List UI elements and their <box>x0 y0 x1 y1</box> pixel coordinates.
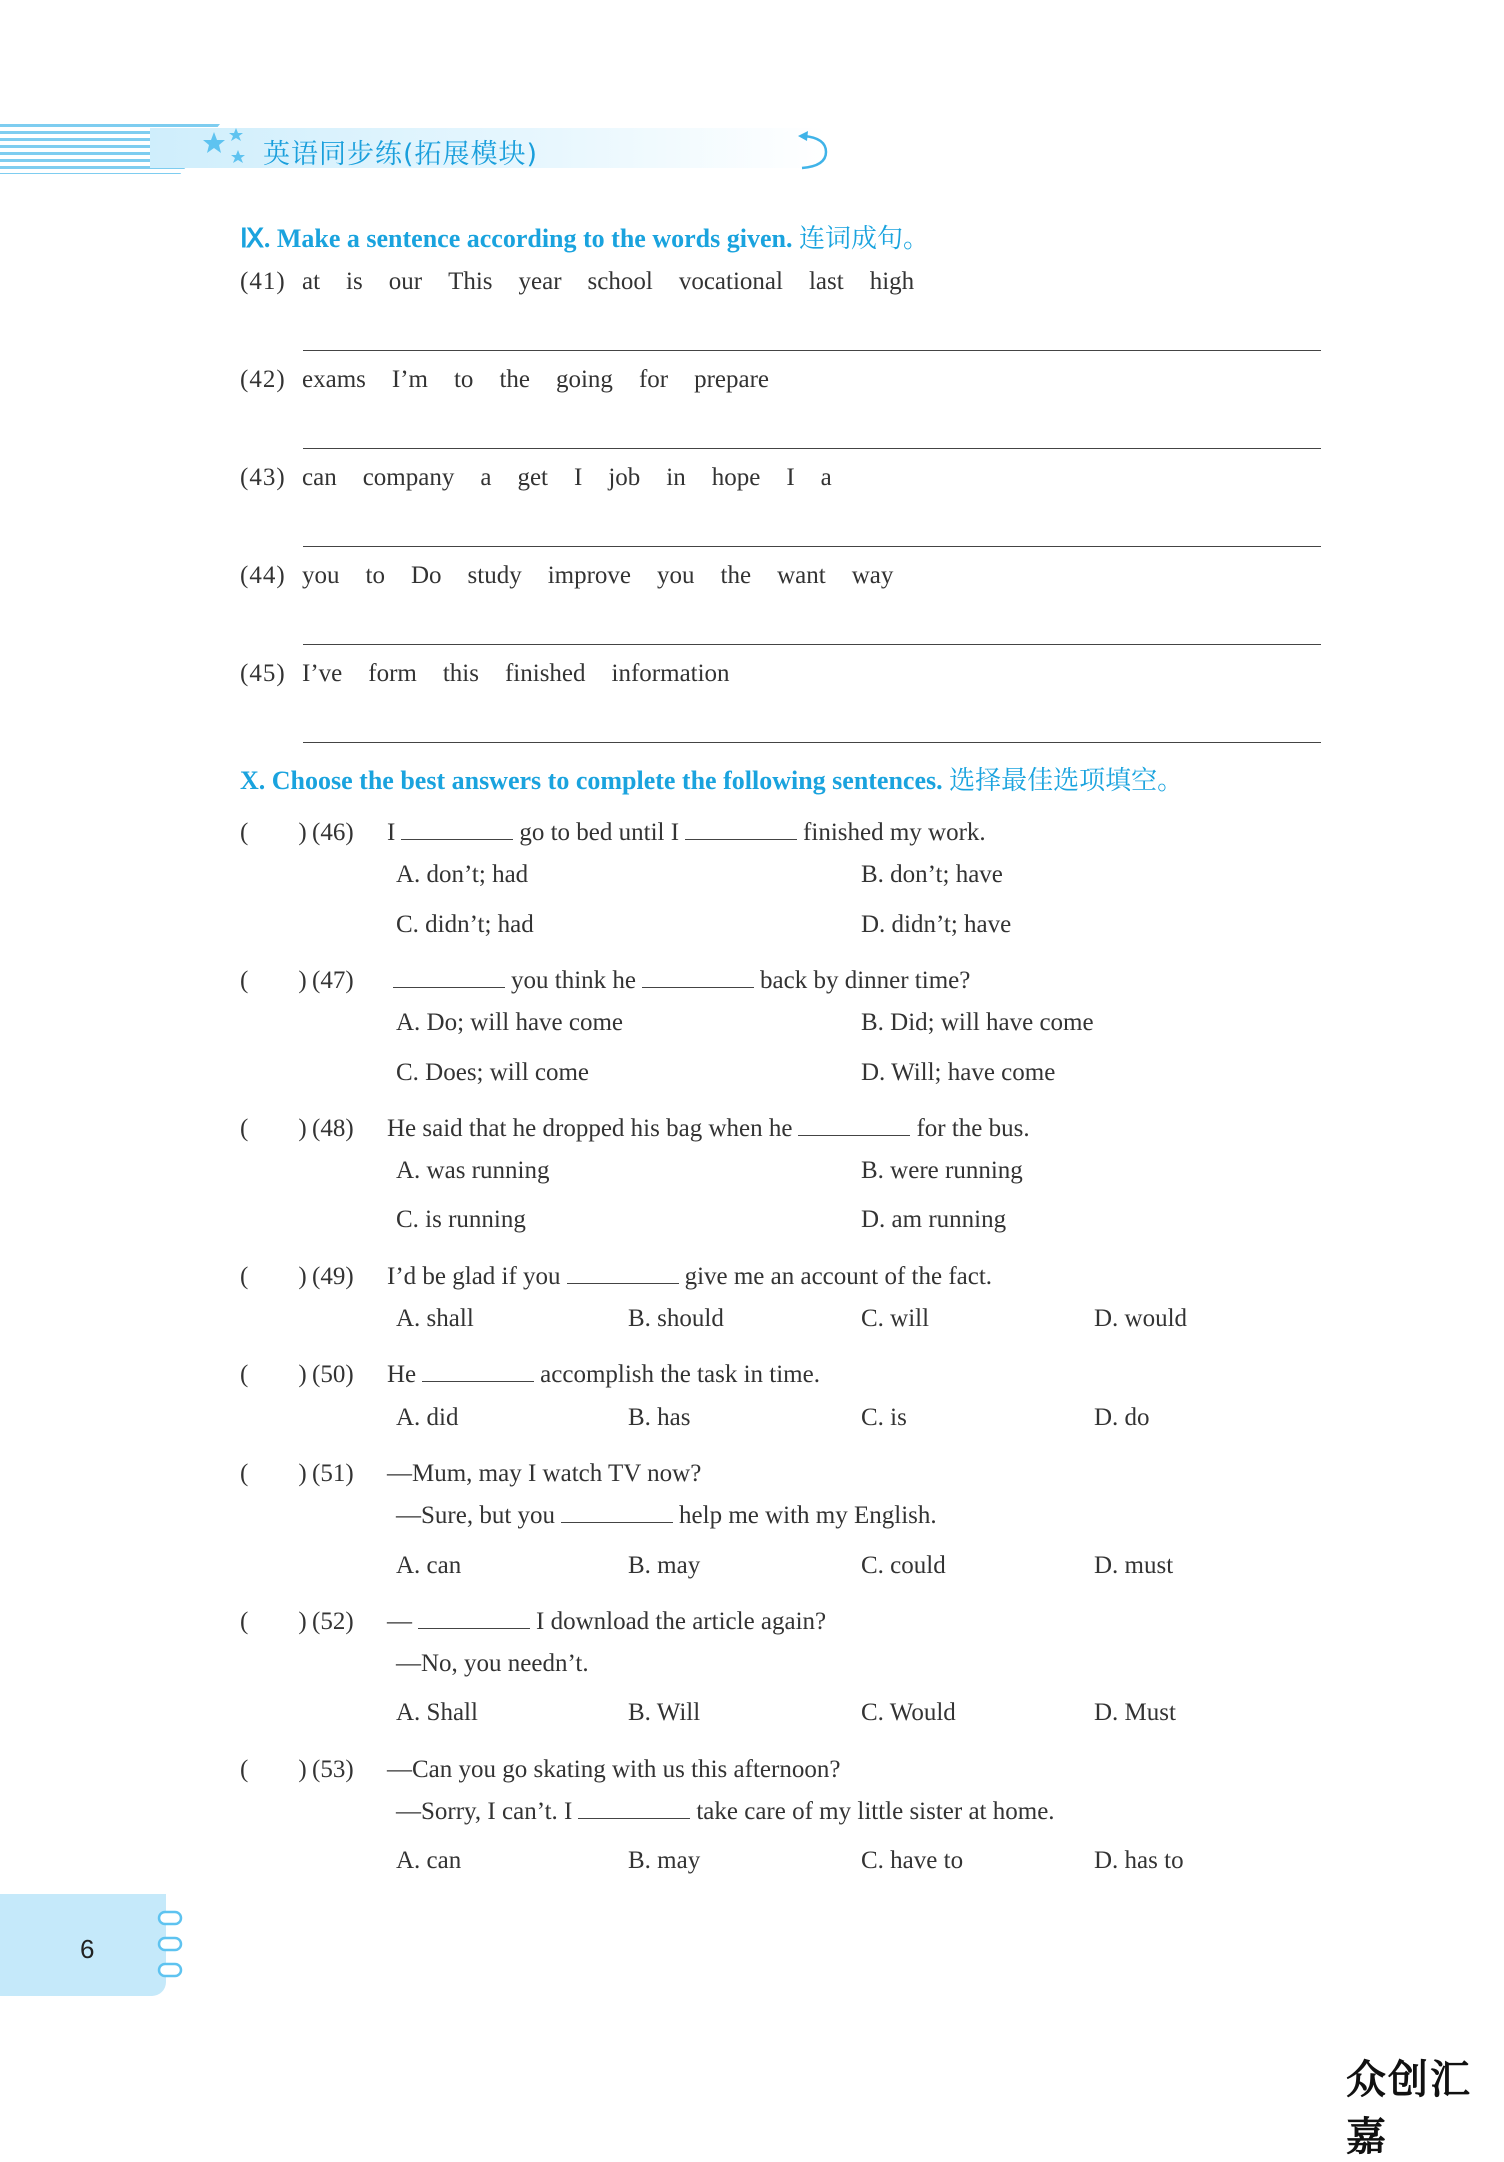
word: our <box>388 268 423 295</box>
section-9-title-en: Ⅸ. Make a sentence according to the words given. <box>240 224 793 253</box>
option[interactable]: C. Would <box>861 1699 956 1727</box>
word: the <box>499 366 530 393</box>
word-list <box>302 366 795 393</box>
word: this <box>442 660 479 687</box>
word: I’m <box>391 366 428 393</box>
section-10-title-en: X. Choose the best answers to complete the following sentences. <box>240 766 943 795</box>
answer-line[interactable] <box>303 546 1321 547</box>
page-number: 6 <box>80 1934 95 1964</box>
option[interactable]: B. don’t; have <box>861 861 1003 889</box>
option[interactable]: C. have to <box>861 1847 964 1875</box>
option[interactable]: A. did <box>396 1403 459 1431</box>
word: hope <box>711 464 761 491</box>
answer-bracket[interactable]: ( ) <box>240 1262 307 1290</box>
question-row <box>240 812 986 848</box>
word-list <box>302 268 940 295</box>
sentence-text: —Sorry, I can’t. I <box>396 1798 573 1825</box>
section-9-title-cn: 连词成句。 <box>798 224 929 254</box>
section-10-title <box>240 760 1183 797</box>
sentence-text: go to bed until I <box>519 819 680 846</box>
question-number: (51) <box>312 1459 354 1487</box>
binder-rings-icon <box>156 1908 184 1984</box>
word: in <box>666 464 686 491</box>
word: a <box>480 464 492 491</box>
question-number: (47) <box>312 966 354 994</box>
option[interactable]: B. should <box>628 1305 724 1332</box>
question-row <box>240 1453 701 1489</box>
question-row <box>240 1749 840 1785</box>
option[interactable]: A. can <box>396 1551 462 1579</box>
answer-line[interactable] <box>303 742 1321 743</box>
answer-bracket[interactable]: ( ) <box>240 819 307 846</box>
dialogue-line: —Can you go skating with us this afternoon? <box>387 1755 841 1783</box>
word: Do <box>410 562 442 589</box>
answer-blank[interactable] <box>567 1263 679 1284</box>
option[interactable]: D. must <box>1094 1551 1174 1579</box>
word: study <box>467 562 522 589</box>
question-row <box>240 1601 826 1637</box>
word-list <box>302 562 919 589</box>
option[interactable]: D. Must <box>1094 1699 1176 1727</box>
option[interactable]: D. would <box>1094 1305 1188 1332</box>
question-number: (50) <box>312 1361 354 1389</box>
sentence-text: take care of my little sister at home. <box>696 1798 1055 1825</box>
question-number: (53) <box>312 1755 354 1783</box>
question-row <box>240 1108 1030 1144</box>
sentence-text: He <box>387 1361 417 1389</box>
question-number: (42) <box>240 366 286 393</box>
question-row <box>240 268 940 296</box>
option[interactable]: D. am running <box>861 1206 1007 1234</box>
answer-blank[interactable] <box>422 1361 534 1382</box>
word-list <box>302 660 756 687</box>
dialogue-line: —No, you needn’t. <box>396 1650 589 1678</box>
option[interactable]: A. Shall <box>396 1699 478 1727</box>
word: for <box>638 366 669 393</box>
word: to <box>365 562 385 589</box>
word: finished <box>504 660 586 687</box>
curl-arrow-icon <box>796 128 832 172</box>
word: exams <box>302 366 366 393</box>
word: at <box>302 268 321 295</box>
option[interactable]: A. shall <box>396 1305 474 1332</box>
answer-line[interactable] <box>303 644 1321 645</box>
answer-blank[interactable] <box>561 1502 673 1523</box>
option[interactable]: A. was running <box>396 1157 550 1185</box>
sentence-text: I download the article again? <box>536 1607 827 1635</box>
answer-line[interactable] <box>303 448 1321 449</box>
word: last <box>808 268 844 295</box>
sentence-text: for the bus. <box>916 1114 1030 1142</box>
question-number: (52) <box>312 1607 354 1635</box>
option[interactable]: A. don’t; had <box>396 861 529 889</box>
question-number: (49) <box>312 1262 354 1290</box>
sentence-text: back by dinner time? <box>760 966 971 994</box>
sentence-text: — <box>387 1607 412 1635</box>
option[interactable]: B. may <box>628 1551 701 1579</box>
word: information <box>611 660 730 687</box>
answer-blank[interactable] <box>418 1608 530 1629</box>
question-row <box>240 1354 820 1390</box>
option[interactable]: B. Did; will have come <box>861 1009 1094 1037</box>
dialogue-line: —Mum, may I watch TV now? <box>387 1459 702 1487</box>
question-row <box>240 464 858 492</box>
page-header <box>0 124 830 174</box>
word: get <box>517 464 548 491</box>
word: want <box>777 562 826 589</box>
sentence-text: you think he <box>511 966 636 994</box>
question-row <box>240 1256 992 1292</box>
question-number: (44) <box>240 562 286 589</box>
question-row <box>240 366 795 394</box>
option[interactable]: B. were running <box>861 1157 1023 1185</box>
section-10-title-cn: 选择最佳选项填空。 <box>949 766 1184 796</box>
sentence-text: give me an account of the fact. <box>684 1262 993 1290</box>
option[interactable]: B. Will <box>628 1699 701 1727</box>
option[interactable]: B. may <box>628 1847 701 1875</box>
word: is <box>346 268 363 295</box>
answer-bracket[interactable]: ( ) <box>240 1459 307 1487</box>
sentence-text: I’d be glad if you <box>387 1262 561 1290</box>
option[interactable]: C. didn’t; had <box>396 910 534 938</box>
question-row <box>240 562 919 590</box>
word: school <box>587 268 653 295</box>
section-9-title <box>240 218 929 255</box>
answer-bracket[interactable]: ( ) <box>240 1607 307 1635</box>
word: you <box>302 562 340 589</box>
question-row <box>240 960 970 996</box>
answer-blank[interactable] <box>642 967 754 988</box>
answer-blank[interactable] <box>798 1115 910 1136</box>
option[interactable]: C. is <box>861 1403 907 1431</box>
answer-bracket[interactable]: ( ) <box>240 1755 307 1783</box>
option[interactable]: C. could <box>861 1551 946 1579</box>
word: way <box>851 562 894 589</box>
word: prepare <box>694 366 770 393</box>
word: can <box>302 464 337 491</box>
word: you <box>657 562 695 589</box>
word: year <box>518 268 562 295</box>
word: to <box>453 366 474 393</box>
word: job <box>608 464 641 491</box>
option[interactable]: B. has <box>628 1403 691 1431</box>
dialogue-line <box>396 1798 1055 1826</box>
book-title: 英语同步练(拓展模块) <box>263 139 539 170</box>
word: improve <box>547 562 632 589</box>
word: a <box>820 464 832 491</box>
option[interactable]: A. can <box>396 1847 462 1875</box>
answer-blank[interactable] <box>393 967 505 988</box>
word: I <box>574 464 583 491</box>
option[interactable]: C. will <box>861 1305 930 1332</box>
word: form <box>368 660 417 687</box>
option[interactable]: A. Do; will have come <box>396 1009 624 1037</box>
option[interactable]: D. do <box>1094 1403 1150 1431</box>
option[interactable]: D. didn’t; have <box>861 910 1012 938</box>
sentence-text: I <box>387 819 396 846</box>
question-number: (48) <box>312 1114 354 1142</box>
word: vocational <box>678 268 783 295</box>
question-number: (43) <box>240 464 286 491</box>
word: company <box>362 464 455 491</box>
dialogue-line <box>396 1502 937 1530</box>
answer-bracket[interactable]: ( ) <box>240 966 307 994</box>
option[interactable]: C. Does; will come <box>396 1058 590 1086</box>
word: I <box>786 464 795 491</box>
sentence-text: finished my work. <box>803 819 986 846</box>
option[interactable]: C. is running <box>396 1206 526 1234</box>
word: This <box>448 268 493 295</box>
word: high <box>869 268 915 295</box>
answer-blank[interactable] <box>685 819 797 840</box>
watermark: 众创汇嘉 <box>1346 2057 1472 2160</box>
option[interactable]: D. has to <box>1094 1847 1184 1875</box>
word: going <box>555 366 613 393</box>
sentence-text: —Sure, but you <box>396 1502 556 1530</box>
answer-bracket[interactable]: ( ) <box>240 1114 307 1142</box>
word-list <box>302 464 858 491</box>
sentence-text: accomplish the task in time. <box>540 1361 820 1389</box>
question-number: (41) <box>240 268 286 295</box>
word: the <box>720 562 752 589</box>
answer-line[interactable] <box>303 350 1321 351</box>
answer-bracket[interactable]: ( ) <box>240 1361 307 1389</box>
word: I’ve <box>302 660 343 687</box>
sentence-text: He said that he dropped his bag when he <box>387 1114 793 1142</box>
stars-icon <box>200 126 250 170</box>
sentence-text: help me with my English. <box>679 1502 937 1530</box>
option[interactable]: D. Will; have come <box>861 1058 1056 1086</box>
question-row <box>240 660 756 688</box>
question-number: (46) <box>312 819 354 846</box>
answer-blank[interactable] <box>401 819 513 840</box>
answer-blank[interactable] <box>578 1798 690 1819</box>
question-number: (45) <box>240 660 286 687</box>
